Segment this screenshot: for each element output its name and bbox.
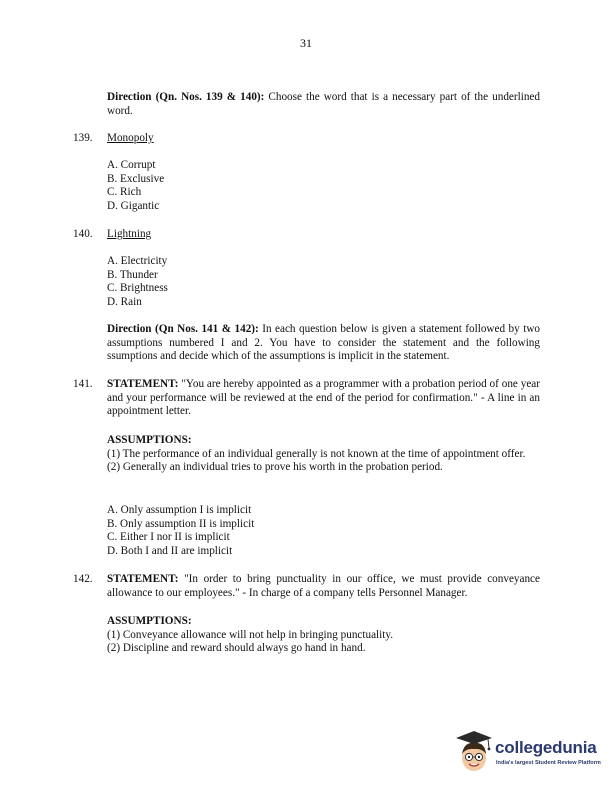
option: A. Electricity <box>107 255 168 267</box>
option: C. Brightness <box>107 282 168 295</box>
question-139 <box>107 132 540 146</box>
assumption-item: (1) The performance of an individual generally is not known at the time of appointment offer. <box>107 447 526 460</box>
direction-text: In each question below is given a statement followed by two assumptions numbered I and 2. You have to consider the statement and the following ssumptions and decide which of the assumptions is implicit in the statement. <box>107 323 540 363</box>
option: D. Gigantic <box>107 199 160 212</box>
option: D. Rain <box>107 295 142 308</box>
mascot-icon <box>452 728 496 778</box>
assumption-item: (2) Generally an individual tries to prove his worth in the probation period. <box>107 461 443 474</box>
statement-text: "In order to bring punctuality in our office, we must provide conveyance allowance to our employees." - In charge of a company tells Personnel Manager. <box>107 573 540 599</box>
option: A. Corrupt <box>107 159 156 171</box>
direction-141-142 <box>107 323 540 364</box>
logo-tagline: India's largest Student Review Platform <box>496 760 601 766</box>
question-142-statement <box>107 573 540 600</box>
direction-139-140 <box>107 91 540 118</box>
question-141-statement <box>107 378 540 419</box>
option: B. Thunder <box>107 268 158 281</box>
statement-text: "You are hereby appointed as a programmer with a probation period of one year and your performance will be reviewed at the end of the period for confirmation." - A line in an appointment letter. <box>107 378 540 418</box>
direction-heading: Direction (Qn Nos. 141 & 142): <box>107 323 259 335</box>
logo-name: collegedunia <box>495 738 597 757</box>
question-number: 139. <box>73 132 93 144</box>
underlined-word: Monopoly <box>107 132 154 144</box>
assumptions-label: ASSUMPTIONS: <box>107 434 192 446</box>
assumptions-142 <box>107 615 540 656</box>
question-number: 140. <box>73 228 93 240</box>
question-number: 142. <box>73 573 93 585</box>
collegedunia-logo <box>452 728 602 778</box>
option: C. Either I nor II is implicit <box>107 531 230 544</box>
page-number: 31 <box>300 36 312 50</box>
option: D. Both I and II are implicit <box>107 544 233 557</box>
direction-heading: Direction (Qn. Nos. 139 & 140): <box>107 91 265 103</box>
assumption-item: (1) Conveyance allowance will not help in bringing punctuality. <box>107 628 394 641</box>
direction-text: Choose the word that is a necessary part of the underlined word. <box>107 91 540 117</box>
options-141 <box>107 504 540 558</box>
question-140 <box>107 228 540 242</box>
option: B. Only assumption II is implicit <box>107 517 255 530</box>
options-140 <box>107 255 540 309</box>
question-number: 141. <box>73 378 93 390</box>
assumptions-141 <box>107 434 540 475</box>
option: A. Only assumption I is implicit <box>107 504 252 516</box>
option: C. Rich <box>107 186 142 199</box>
options-139 <box>107 159 540 213</box>
underlined-word: Lightning <box>107 228 152 240</box>
assumption-item: (2) Discipline and reward should always go hand in hand. <box>107 642 366 655</box>
option: B. Exclusive <box>107 172 165 185</box>
assumptions-label: ASSUMPTIONS: <box>107 615 192 627</box>
statement-label: STATEMENT: <box>107 573 179 585</box>
statement-label: STATEMENT: <box>107 378 179 390</box>
